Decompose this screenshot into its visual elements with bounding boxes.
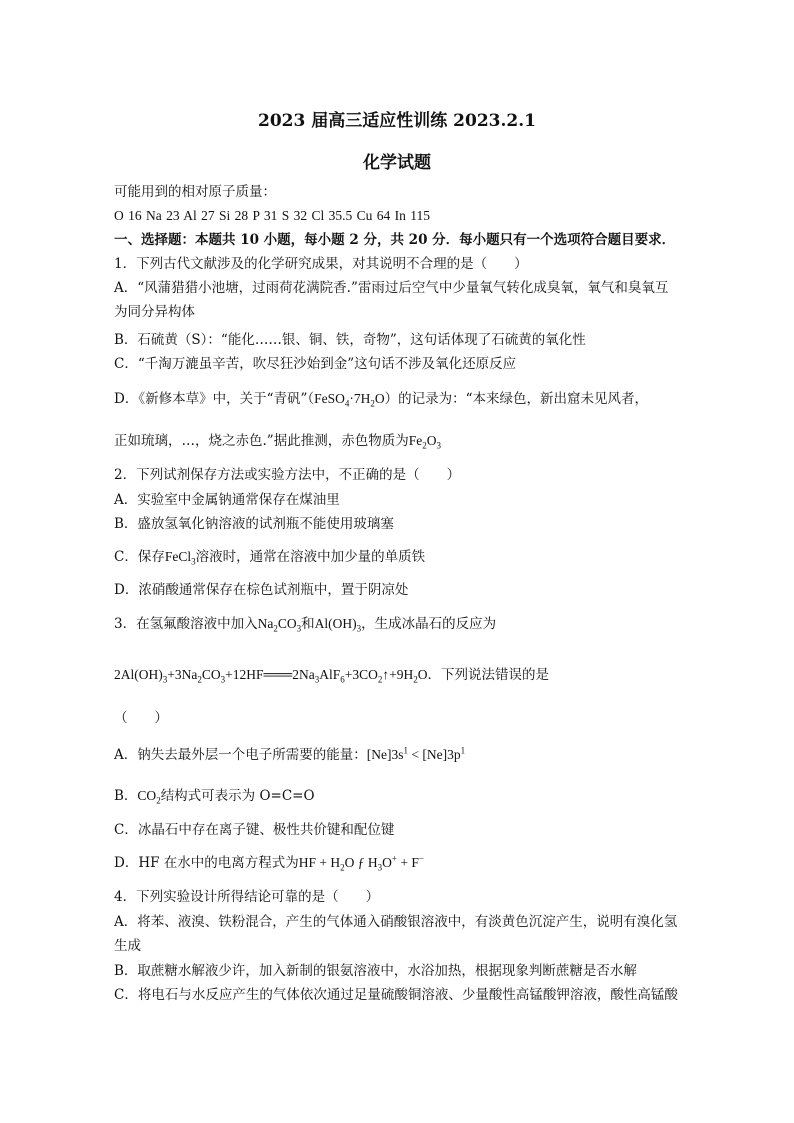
q3-option-d: D．HF 在水中的电离方程式为HF + $H_2O$ ƒ $H_3O^+ + F^-$ bbox=[114, 853, 424, 873]
q2-option-d: D．浓硝酸通常保存在棕色试剂瓶中，置于阴凉处 bbox=[114, 582, 409, 598]
q1-option-b: B．石硫黄（S）：“能化……银、铜、铁，奇物”，这句话体现了石硫黄的氧化性 bbox=[114, 332, 586, 348]
q4-option-a-line2: 生成 bbox=[114, 938, 141, 954]
q4-option-c: C．将电石与水反应产生的气体依次通过足量硫酸铜溶液、少量酸性高锰酸钾溶液，酸性高锰酸 bbox=[114, 987, 678, 1003]
q2-option-c: C．保存FeCl$_3$溶液时，通常在溶液中加少量的单质铁 bbox=[114, 549, 426, 567]
formula-fe2o3: $Fe_2O_3$ bbox=[408, 433, 441, 451]
atomic-mass-label: 可能用到的相对原子质量： bbox=[114, 184, 276, 200]
q1-option-a-line2: 为同分异构体 bbox=[114, 304, 195, 320]
q4-option-b: B．取蔗糖水解液少许，加入新制的银氨溶液中，水浴加热，根据现象判断蔗糖是否水解 bbox=[114, 963, 637, 979]
q2-option-b: B．盛放氢氧化钠溶液的试剂瓶不能使用玻璃塞 bbox=[114, 516, 394, 532]
subject-title: 化学试题 bbox=[363, 153, 431, 173]
q1-stem: 1．下列古代文献涉及的化学研究成果，对其说明不合理的是（ ） bbox=[114, 256, 528, 272]
q2-option-a: A．实验室中金属钠通常保存在煤油里 bbox=[114, 492, 340, 508]
q3-equation: $2Al(OH)_3+3Na_2CO_3+12HF═══2Na_3AlF_6+3CO_2↑+9H_2O$．下列说法错误的是 bbox=[114, 667, 549, 685]
q1-option-d-line2: 正如琉璃，…，烧之赤色.”据此推测，赤色物质为$Fe_2O_3$ bbox=[114, 433, 441, 451]
formula-feso4: $FeSO_4\cdot 7H_2O$ bbox=[314, 391, 385, 409]
q3-option-b: B．$CO_2$结构式可表示为 O=C=O bbox=[114, 788, 315, 806]
q2-stem: 2．下列试剂保存方法或实验方法中，不正确的是（ ） bbox=[114, 467, 461, 483]
q3-stem: 3．在氢氟酸溶液中加入$Na_2CO_3$和$Al(OH)_3$，生成冰晶石的反应为 bbox=[114, 616, 497, 634]
q3-answer-paren: （ ） bbox=[114, 710, 168, 726]
formula-fecl3: FeCl$_3$ bbox=[164, 549, 196, 567]
atomic-masses: O 16 Na 23 Al 27 Si 28 P 31 S 32 Cl 35.5 Cu 64 In 115 bbox=[114, 208, 431, 223]
q1-option-d-line1: D．《新修本草》中，关于“青矾$”(FeSO_4\cdot 7H_2O)$的记录为：“本来绿色，新出窟未见风者， bbox=[114, 391, 649, 409]
q4-option-a-line1: A．将苯、液溴、铁粉混合，产生的气体通入硝酸银溶液中，有淡黄色沉淀产生，说明有溴化氢 bbox=[114, 914, 678, 930]
q3-option-a: A．钠失去最外层一个电子所需要的能量：$[Ne]3s^1 < [Ne]3p^1$ bbox=[114, 745, 466, 763]
q1-option-a-line1: A．“风蒲猎猎小池塘，过雨荷花满院香.”雷雨过后空气中少量氧气转化成臭氧，氧气和臭氧互 bbox=[114, 280, 669, 296]
exam-title: 2023 届高三适应性训练 2023.2.1 bbox=[258, 111, 536, 131]
q3-option-c: C．冰晶石中存在离子键、极性共价键和配位键 bbox=[114, 822, 395, 838]
section-heading: 一、选择题：本题共 10 小题，每小题 2 分，共 20 分．每小题只有一个选项符合题目要求． bbox=[114, 232, 676, 248]
q1-option-c: C．“千淘万漉虽辛苦，吹尽狂沙始到金”这句话不涉及氧化还原反应 bbox=[114, 356, 517, 372]
q4-stem: 4．下列实验设计所得结论可靠的是（ ） bbox=[114, 889, 380, 905]
